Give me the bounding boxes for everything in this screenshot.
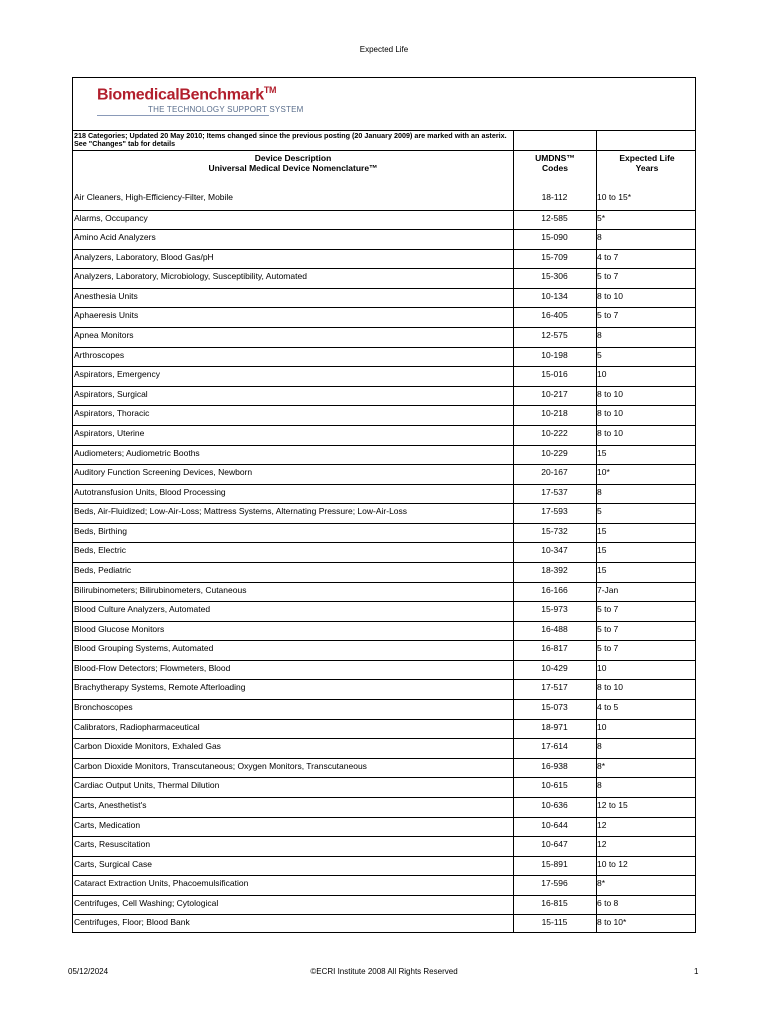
device-description-cell: Carbon Dioxide Monitors, Transcutaneous; Oxygen Monitors, Transcutaneous bbox=[74, 760, 367, 771]
device-description-cell: Alarms, Occupancy bbox=[74, 212, 148, 223]
device-description-cell: Carts, Anesthetist's bbox=[74, 799, 147, 810]
table-row bbox=[73, 836, 695, 856]
umdns-code-cell: 15-709 bbox=[541, 251, 568, 262]
umdns-code-cell: 10-647 bbox=[541, 839, 568, 850]
table-row bbox=[73, 640, 695, 660]
table-row bbox=[73, 268, 695, 288]
table-row bbox=[73, 288, 695, 308]
umdns-code-cell: 10-198 bbox=[541, 349, 568, 360]
device-description-cell: Aspirators, Uterine bbox=[74, 427, 145, 438]
expected-life-cell: 8 bbox=[597, 741, 602, 752]
table-row bbox=[73, 542, 695, 562]
table-row bbox=[73, 445, 695, 465]
table-row bbox=[73, 347, 695, 367]
expected-life-cell: 12 bbox=[597, 819, 607, 830]
table-row bbox=[73, 405, 695, 425]
device-description-cell: Beds, Electric bbox=[74, 545, 126, 556]
logo-underline bbox=[97, 115, 269, 116]
device-description-cell: Blood Grouping Systems, Automated bbox=[74, 643, 214, 654]
logo-trademark: TM bbox=[263, 85, 277, 95]
table-row bbox=[73, 327, 695, 347]
umdns-code-cell: 16-488 bbox=[541, 623, 568, 634]
umdns-code-cell: 16-166 bbox=[541, 584, 568, 595]
umdns-code-cell: 10-347 bbox=[541, 545, 568, 556]
device-description-cell: Brachytherapy Systems, Remote Afterloading bbox=[74, 682, 246, 693]
expected-life-cell: 8 to 10 bbox=[597, 290, 623, 301]
expected-life-cell: 15 bbox=[597, 564, 607, 575]
device-description-cell: Anesthesia Units bbox=[74, 290, 138, 301]
umdns-code-cell: 20-167 bbox=[541, 467, 568, 478]
umdns-code-cell: 15-306 bbox=[541, 271, 568, 282]
umdns-code-cell: 10-429 bbox=[541, 662, 568, 673]
umdns-code-cell: 15-115 bbox=[541, 917, 568, 928]
device-description-cell: Analyzers, Laboratory, Microbiology, Susceptibility, Automated bbox=[74, 271, 307, 282]
table-row bbox=[73, 386, 695, 406]
umdns-code-cell: 10-217 bbox=[541, 388, 568, 399]
footer-copyright: ©ECRI Institute 2008 All Rights Reserved bbox=[310, 967, 458, 976]
expected-life-cell: 8 bbox=[597, 780, 602, 791]
umdns-code-cell: 17-537 bbox=[541, 486, 568, 497]
device-description-cell: Carts, Surgical Case bbox=[74, 858, 152, 869]
device-description-cell: Beds, Pediatric bbox=[74, 564, 132, 575]
table-row bbox=[73, 699, 695, 719]
device-description-cell: Autotransfusion Units, Blood Processing bbox=[74, 486, 226, 497]
device-description-cell: Carbon Dioxide Monitors, Exhaled Gas bbox=[74, 741, 221, 752]
expected-life-cell: 10 to 15* bbox=[597, 192, 632, 202]
table-row bbox=[73, 601, 695, 621]
table-row bbox=[73, 307, 695, 327]
expected-life-cell: 10* bbox=[597, 467, 610, 478]
device-description-cell: Blood-Flow Detectors; Flowmeters, Blood bbox=[74, 662, 231, 673]
expected-life-cell: 5 to 7 bbox=[597, 271, 619, 282]
device-description-cell: Audiometers; Audiometric Booths bbox=[74, 447, 200, 458]
umdns-code-cell: 16-405 bbox=[541, 310, 568, 321]
table-row bbox=[73, 582, 695, 602]
umdns-code-cell: 18-971 bbox=[541, 721, 568, 732]
expected-life-table bbox=[72, 77, 696, 933]
expected-life-cell: 4 to 5 bbox=[597, 702, 619, 713]
umdns-code-cell: 16-817 bbox=[541, 643, 568, 654]
expected-life-cell: 12 to 15 bbox=[597, 799, 628, 810]
umdns-code-cell: 15-891 bbox=[541, 858, 568, 869]
expected-life-cell: 15 bbox=[597, 545, 607, 556]
expected-life-cell: 5 bbox=[597, 349, 602, 360]
device-description-cell: Amino Acid Analyzers bbox=[74, 232, 156, 243]
logo-tagline: THE TECHNOLOGY SUPPORT SYSTEM bbox=[148, 105, 304, 115]
column-header-umdns-codes: UMDNS™ Codes bbox=[535, 153, 575, 173]
umdns-code-cell: 16-815 bbox=[541, 897, 568, 908]
table-row bbox=[73, 190, 695, 210]
table-row bbox=[73, 679, 695, 699]
column-header-description: Device Description Universal Medical Device Nomenclature™ bbox=[208, 153, 378, 173]
expected-life-cell: 4 to 7 bbox=[597, 251, 619, 262]
device-description-cell: Carts, Resuscitation bbox=[74, 839, 151, 850]
logo-brand: BiomedicalBenchmark™ bbox=[97, 85, 277, 104]
device-description-cell: Blood Culture Analyzers, Automated bbox=[74, 604, 211, 615]
table-row bbox=[73, 484, 695, 504]
expected-life-cell: 8 to 10 bbox=[597, 408, 623, 419]
header-divider bbox=[73, 150, 695, 151]
expected-life-cell: 15 bbox=[597, 525, 607, 536]
table-body bbox=[73, 190, 695, 934]
device-description-cell: Apnea Monitors bbox=[74, 330, 134, 341]
table-row bbox=[73, 817, 695, 837]
page-header-title: Expected Life bbox=[359, 45, 409, 54]
umdns-code-cell: 18-112 bbox=[541, 192, 568, 202]
umdns-code-cell: 15-732 bbox=[541, 525, 568, 536]
biomedical-benchmark-logo bbox=[97, 85, 303, 116]
expected-life-cell: 15 bbox=[597, 447, 607, 458]
umdns-code-cell: 12-575 bbox=[541, 330, 568, 341]
device-description-cell: Bilirubinometers; Bilirubinometers, Cutaneous bbox=[74, 584, 247, 595]
table-row bbox=[73, 758, 695, 778]
expected-life-cell: 10 to 12 bbox=[597, 858, 628, 869]
device-description-cell: Cardiac Output Units, Thermal Dilution bbox=[74, 780, 220, 791]
device-description-cell: Centrifuges, Floor; Blood Bank bbox=[74, 917, 190, 928]
expected-life-cell: 8* bbox=[597, 878, 606, 889]
table-row bbox=[73, 210, 695, 230]
umdns-code-cell: 15-973 bbox=[541, 604, 568, 615]
expected-life-cell: 8 bbox=[597, 232, 602, 243]
expected-life-cell: 5 to 7 bbox=[597, 310, 619, 321]
device-description-cell: Cataract Extraction Units, Phacoemulsification bbox=[74, 878, 249, 889]
device-description-cell: Aspirators, Emergency bbox=[74, 369, 160, 380]
table-row bbox=[73, 856, 695, 876]
table-row bbox=[73, 914, 695, 934]
expected-life-cell: 8 bbox=[597, 330, 602, 341]
expected-life-cell: 8 to 10 bbox=[597, 388, 623, 399]
footer-page-number: 1 bbox=[694, 967, 699, 976]
umdns-code-cell: 17-596 bbox=[541, 878, 568, 889]
expected-life-cell: 5 to 7 bbox=[597, 643, 619, 654]
update-note: 218 Categories; Updated 20 May 2010; Items changed since the previous posting (20 January 2009) are marked with an asterix. See "Changes" tab for details bbox=[74, 131, 507, 148]
expected-life-cell: 8 to 10* bbox=[597, 917, 627, 928]
footer-date: 05/12/2024 bbox=[68, 967, 109, 976]
expected-life-cell: 8 to 10 bbox=[597, 427, 623, 438]
device-description-cell: Beds, Air-Fluidized; Low-Air-Loss; Mattress Systems, Alternating Pressure; Low-Air-Loss bbox=[74, 506, 408, 517]
umdns-code-cell: 15-090 bbox=[541, 232, 568, 243]
column-header-expected-life: Expected Life Years bbox=[619, 153, 675, 173]
expected-life-cell: 10 bbox=[597, 721, 607, 732]
table-row bbox=[73, 562, 695, 582]
umdns-code-cell: 17-593 bbox=[541, 506, 568, 517]
expected-life-cell: 5 to 7 bbox=[597, 623, 619, 634]
table-row bbox=[73, 738, 695, 758]
expected-life-cell: 10 bbox=[597, 369, 607, 380]
device-description-cell: Beds, Birthing bbox=[74, 525, 127, 536]
umdns-code-cell: 10-218 bbox=[541, 408, 568, 419]
expected-life-cell: 10 bbox=[597, 662, 607, 673]
umdns-code-cell: 10-644 bbox=[541, 819, 568, 830]
device-description-cell: Air Cleaners, High-Efficiency-Filter, Mobile bbox=[74, 192, 234, 202]
umdns-code-cell: 15-073 bbox=[541, 702, 568, 713]
table-row bbox=[73, 777, 695, 797]
table-row bbox=[73, 797, 695, 817]
device-description-cell: Analyzers, Laboratory, Blood Gas/pH bbox=[74, 251, 214, 262]
table-row bbox=[73, 249, 695, 269]
table-row bbox=[73, 621, 695, 641]
device-description-cell: Aspirators, Surgical bbox=[74, 388, 148, 399]
device-description-cell: Aphaeresis Units bbox=[74, 310, 139, 321]
umdns-code-cell: 10-134 bbox=[541, 290, 568, 301]
device-description-cell: Centrifuges, Cell Washing; Cytological bbox=[74, 897, 219, 908]
device-description-cell: Blood Glucose Monitors bbox=[74, 623, 165, 634]
device-description-cell: Carts, Medication bbox=[74, 819, 141, 830]
table-row bbox=[73, 503, 695, 523]
table-row bbox=[73, 523, 695, 543]
expected-life-cell: 6 to 8 bbox=[597, 897, 619, 908]
umdns-code-cell: 17-517 bbox=[541, 682, 568, 693]
umdns-code-cell: 17-614 bbox=[541, 741, 568, 752]
table-row bbox=[73, 229, 695, 249]
table-row bbox=[73, 425, 695, 445]
expected-life-cell: 8 to 10 bbox=[597, 682, 623, 693]
device-description-cell: Calibrators, Radiopharmaceutical bbox=[74, 721, 200, 732]
device-description-cell: Auditory Function Screening Devices, Newborn bbox=[74, 467, 253, 478]
umdns-code-cell: 16-938 bbox=[541, 760, 568, 771]
expected-life-cell: 7-Jan bbox=[597, 584, 619, 595]
table-row bbox=[73, 464, 695, 484]
table-row bbox=[73, 895, 695, 915]
expected-life-cell: 12 bbox=[597, 839, 607, 850]
umdns-code-cell: 10-615 bbox=[541, 780, 568, 791]
umdns-code-cell: 10-229 bbox=[541, 447, 568, 458]
device-description-cell: Arthroscopes bbox=[74, 349, 125, 360]
expected-life-cell: 5* bbox=[597, 212, 606, 223]
umdns-code-cell: 18-392 bbox=[541, 564, 568, 575]
umdns-code-cell: 10-636 bbox=[541, 799, 568, 810]
expected-life-cell: 5 to 7 bbox=[597, 604, 619, 615]
table-row bbox=[73, 719, 695, 739]
device-description-cell: Bronchoscopes bbox=[74, 702, 133, 713]
expected-life-cell: 8 bbox=[597, 486, 602, 497]
table-row bbox=[73, 366, 695, 386]
umdns-code-cell: 10-222 bbox=[541, 427, 568, 438]
table-row bbox=[73, 660, 695, 680]
expected-life-cell: 5 bbox=[597, 506, 602, 517]
device-description-cell: Aspirators, Thoracic bbox=[74, 408, 150, 419]
umdns-code-cell: 15-016 bbox=[541, 369, 568, 380]
umdns-code-cell: 12-585 bbox=[541, 212, 568, 223]
expected-life-cell: 8* bbox=[597, 760, 606, 771]
table-row bbox=[73, 875, 695, 895]
